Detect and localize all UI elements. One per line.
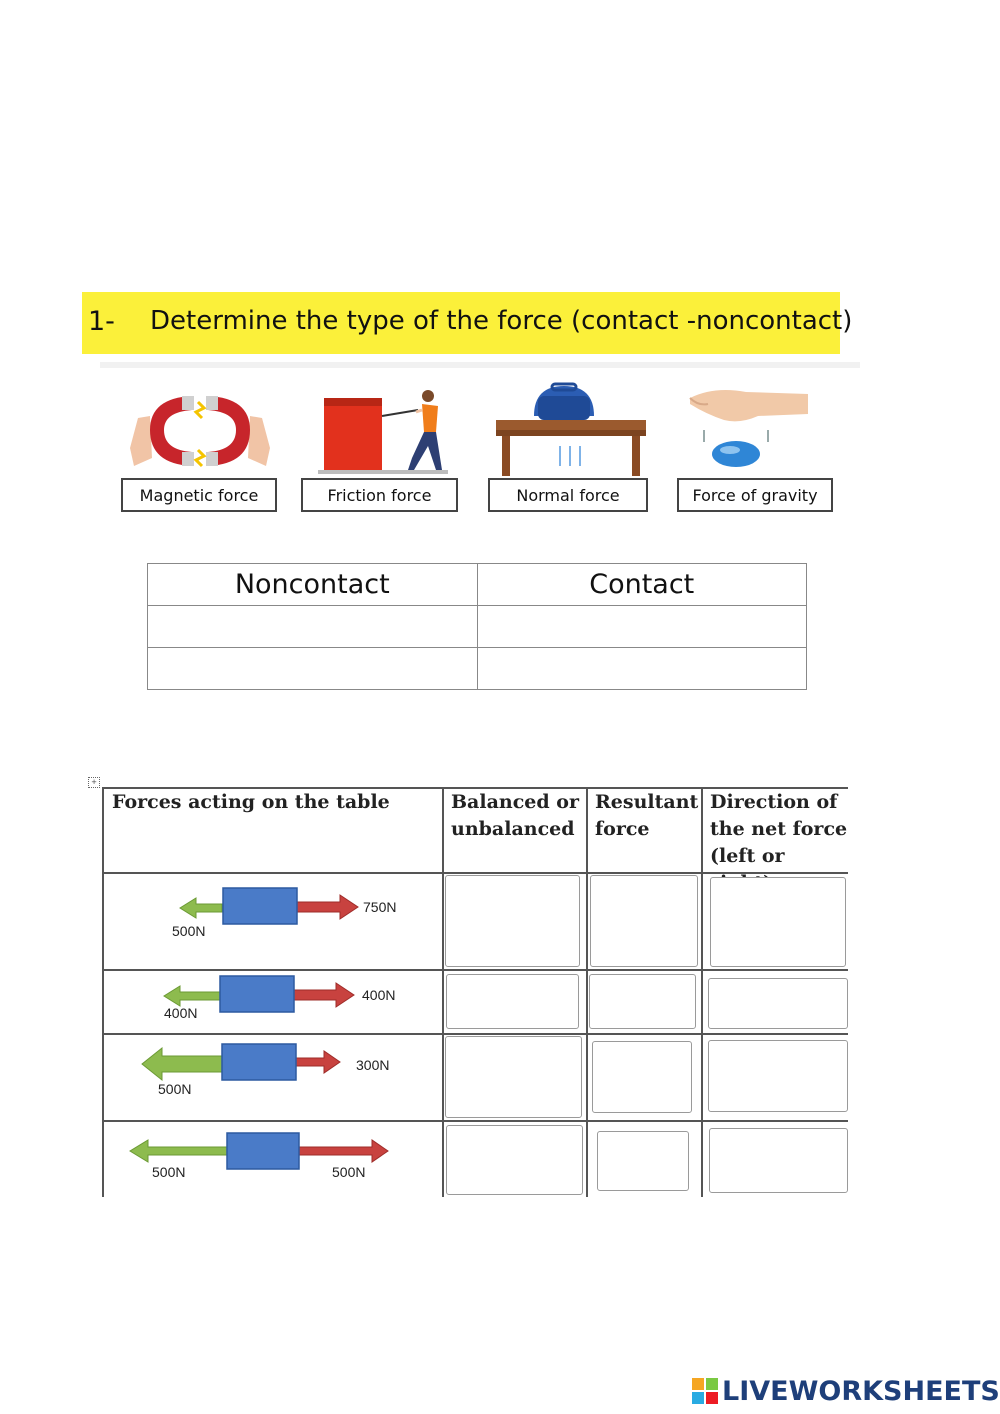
- left-force-label: 500N: [152, 1164, 186, 1180]
- left-force-label: 500N: [158, 1081, 192, 1097]
- right-force-label: 300N: [356, 1057, 390, 1073]
- left-force-label: 400N: [164, 1005, 198, 1021]
- balanced-answer-input[interactable]: [445, 875, 580, 967]
- bag-on-table-icon: [494, 380, 650, 478]
- header-line: Resultant: [595, 791, 699, 813]
- header-line: the net force: [710, 818, 848, 840]
- table-border: [102, 969, 848, 971]
- header-balanced: [451, 789, 579, 843]
- force-card-normal: Normal force: [488, 478, 648, 512]
- table-border: [586, 787, 588, 1197]
- header-line: force: [595, 818, 650, 840]
- question-number: 1-: [88, 306, 115, 337]
- table-border: [701, 787, 703, 1197]
- sort-table: [147, 563, 807, 690]
- direction-answer-input[interactable]: [708, 1040, 848, 1112]
- question-heading: [82, 292, 853, 354]
- noncontact-cell[interactable]: [148, 648, 478, 690]
- header-line: Forces acting on the table: [112, 791, 390, 813]
- direction-answer-input[interactable]: [709, 1128, 848, 1193]
- contact-cell[interactable]: [477, 648, 807, 690]
- force-diagram-row-2: [160, 972, 410, 1026]
- resultant-answer-input[interactable]: [590, 875, 698, 967]
- right-force-label: 400N: [362, 987, 396, 1003]
- table-border: [102, 787, 104, 1197]
- liveworksheets-logo-icon: [692, 1378, 718, 1404]
- table-border: [102, 1033, 848, 1035]
- force-card-friction: Friction force: [301, 478, 458, 512]
- header-contact: Contact: [477, 564, 807, 606]
- header-forces: [112, 789, 390, 816]
- hand-dropping-ball-icon: [684, 384, 814, 474]
- force-card-gravity: Force of gravity: [677, 478, 833, 512]
- resultant-answer-input[interactable]: [589, 974, 696, 1029]
- table-move-handle-icon: +: [88, 777, 100, 788]
- left-force-label: 500N: [172, 923, 206, 939]
- right-force-label: 750N: [363, 899, 397, 915]
- balanced-answer-input[interactable]: [446, 974, 579, 1029]
- right-force-label: 500N: [332, 1164, 366, 1180]
- brand-footer: [692, 1374, 1000, 1408]
- header-line: Direction of: [710, 791, 838, 813]
- brand-name: LIVEWORKSHEETS: [722, 1375, 1000, 1407]
- header-line: Balanced or: [451, 791, 579, 813]
- person-pulling-box-icon: [310, 386, 460, 476]
- question-text: Determine the type of the force (contact -noncontact): [150, 306, 853, 336]
- direction-answer-input[interactable]: [708, 978, 848, 1029]
- direction-answer-input[interactable]: [710, 877, 846, 967]
- contact-cell[interactable]: [477, 606, 807, 648]
- force-card-magnetic: Magnetic force: [121, 478, 277, 512]
- resultant-answer-input[interactable]: [597, 1131, 689, 1191]
- header-line: unbalanced: [451, 818, 575, 840]
- header-line: (left or: [710, 845, 785, 867]
- balanced-answer-input[interactable]: [445, 1036, 582, 1118]
- table-border: [102, 1120, 848, 1122]
- table-border: [442, 787, 444, 1197]
- divider: [100, 362, 860, 368]
- force-diagram-row-3: [140, 1040, 410, 1102]
- force-diagram-row-1: [160, 882, 410, 942]
- resultant-answer-input[interactable]: [592, 1041, 692, 1113]
- balanced-answer-input[interactable]: [446, 1125, 583, 1195]
- header-resultant: [595, 789, 698, 843]
- force-diagram-row-4: [128, 1130, 398, 1186]
- magnets-icon: [120, 388, 280, 474]
- noncontact-cell[interactable]: [148, 606, 478, 648]
- header-noncontact: Noncontact: [148, 564, 478, 606]
